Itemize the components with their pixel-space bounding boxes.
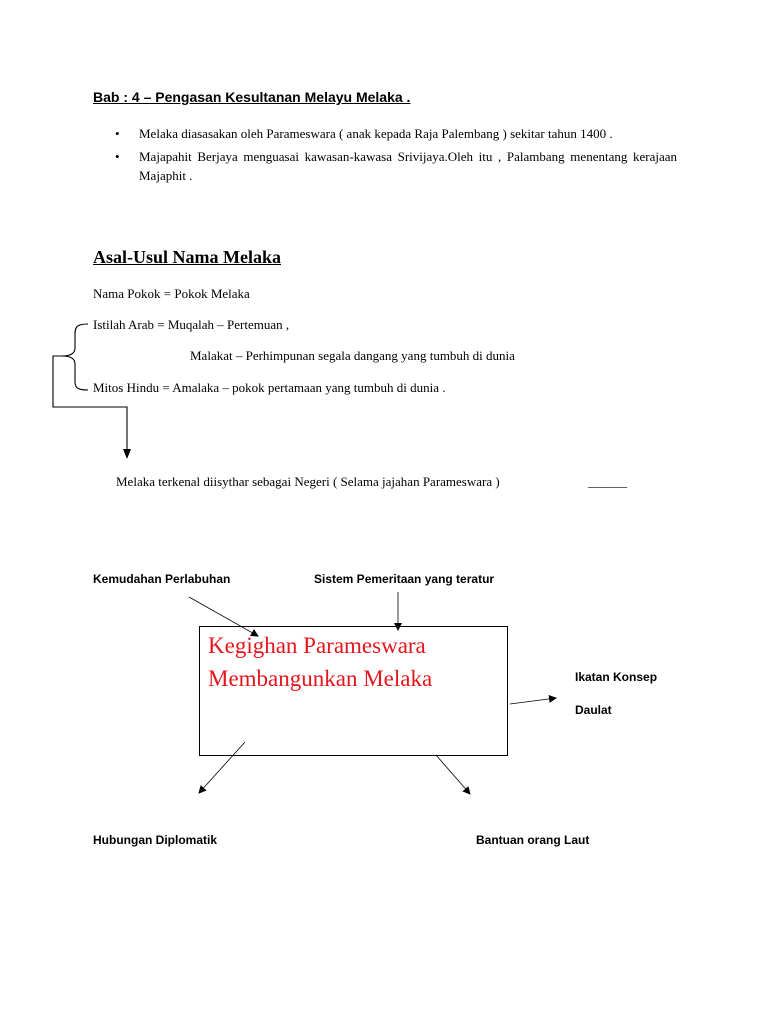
arrow-hubungan bbox=[199, 742, 245, 793]
label-ikatan-konsep: Ikatan Konsep bbox=[575, 670, 658, 684]
label-sistem-pemeritaan: Sistem Pemeritaan yang teratur bbox=[314, 572, 495, 586]
nama-pokok-line: Nama Pokok = Pokok Melaka bbox=[93, 286, 250, 301]
istilah-arab-line: Istilah Arab = Muqalah – Pertemuan , bbox=[93, 317, 290, 332]
arrow-kemudahan bbox=[189, 597, 258, 636]
center-title-line: Membangunkan Melaka bbox=[208, 666, 433, 691]
conclusion-line: Melaka terkenal diisythar sebagai Negeri ( Selama jajahan Parameswara ) bbox=[116, 474, 500, 489]
arrow-bantuan bbox=[436, 755, 470, 794]
blank-underline: ______ bbox=[588, 474, 627, 489]
bullet-icon: • bbox=[115, 126, 120, 141]
down-arrow-icon bbox=[123, 449, 131, 459]
malakat-line: Malakat – Perhimpunan segala dangang yang tumbuh di dunia bbox=[190, 348, 515, 363]
mitos-hindu-line: Mitos Hindu = Amalaka – pokok pertamaan yang tumbuh di dunia . bbox=[93, 380, 446, 395]
bracket-line bbox=[53, 356, 127, 450]
label-bantuan-orang-laut: Bantuan orang Laut bbox=[476, 833, 590, 847]
bullet-icon: • bbox=[115, 149, 120, 164]
center-title-line: Kegighan Parameswara bbox=[208, 633, 426, 658]
section-heading: Asal-Usul Nama Melaka bbox=[93, 247, 281, 267]
label-hubungan-diplomatik: Hubungan Diplomatik bbox=[93, 833, 217, 847]
curly-brace bbox=[62, 324, 88, 390]
chapter-title: Bab : 4 – Pengasan Kesultanan Melayu Melaka . bbox=[93, 89, 411, 105]
label-daulat: Daulat bbox=[575, 703, 612, 717]
bullet-text: Melaka diasasakan oleh Parameswara ( anak kepada Raja Palembang ) sekitar tahun 1400 . bbox=[139, 126, 613, 141]
label-kemudahan-perlabuhan: Kemudahan Perlabuhan bbox=[93, 572, 231, 586]
arrow-ikatan bbox=[510, 698, 556, 704]
bullet-text: Majapahit Berjaya menguasai kawasan-kawasa Srivijaya.Oleh itu , Palambang menentang kerajaan Majaphit . bbox=[139, 149, 677, 183]
